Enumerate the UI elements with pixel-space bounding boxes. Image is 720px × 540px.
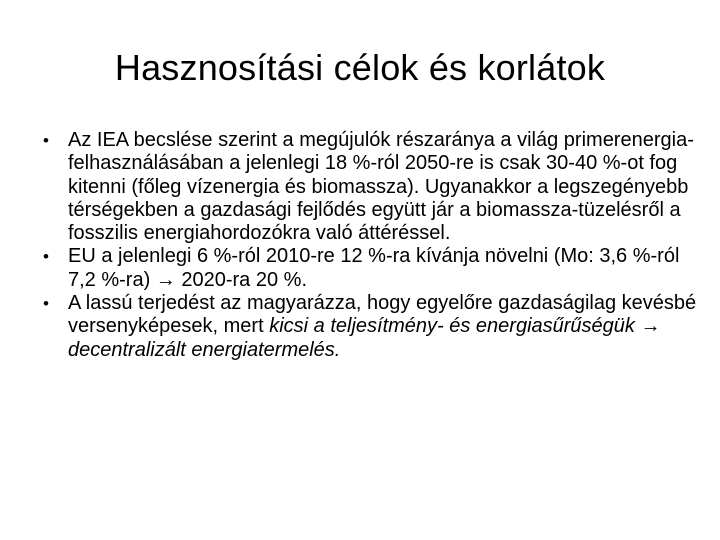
slide-title: Hasznosítási célok és korlátok bbox=[114, 47, 606, 88]
bullet-item-1 bbox=[40, 129, 708, 245]
bullet-text-2 bbox=[68, 245, 708, 292]
bullet-icon: • bbox=[43, 131, 49, 150]
bullet-item-3 bbox=[40, 292, 708, 362]
bullet-2-segment-1: EU a jelenlegi 6 %-ról 2010-re 12 %-ra kívánja növelni (Mo: 3,6 %-ról 7,2 %-ra) → 2020-ra 20 %. bbox=[68, 245, 680, 291]
bullet-1-segment-1: Az IEA becslése szerint a megújulók részaránya a világ primerenergia-felhasználásában a jelenlegi 18 %-ról 2050-re is csak 30-40 %-ot fog kitenni (főleg vízenergia és biomassza). Ugyanakkor a legszegényebb térségekben a gazdasági fejlődés együtt jár a biomassza-tüzelésről a fosszilis energiahordozókra való áttéréssel. bbox=[68, 129, 694, 245]
bullet-icon: • bbox=[43, 247, 49, 267]
bullet-text-1 bbox=[68, 129, 708, 245]
bullet-icon: • bbox=[43, 294, 49, 314]
bullet-3-segment-1: A lassú terjedést az magyarázza, hogy egyelőre gazdaságilag kevésbé versenyképesek, mert bbox=[68, 292, 697, 338]
bullet-item-2 bbox=[40, 245, 708, 292]
bullet-text-3 bbox=[68, 292, 708, 362]
bullet-list bbox=[40, 129, 708, 362]
bullet-3-segment-2-italic: kicsi a teljesítmény- és energiasűrűségük → decentralizált energiatermelés. bbox=[68, 315, 661, 361]
